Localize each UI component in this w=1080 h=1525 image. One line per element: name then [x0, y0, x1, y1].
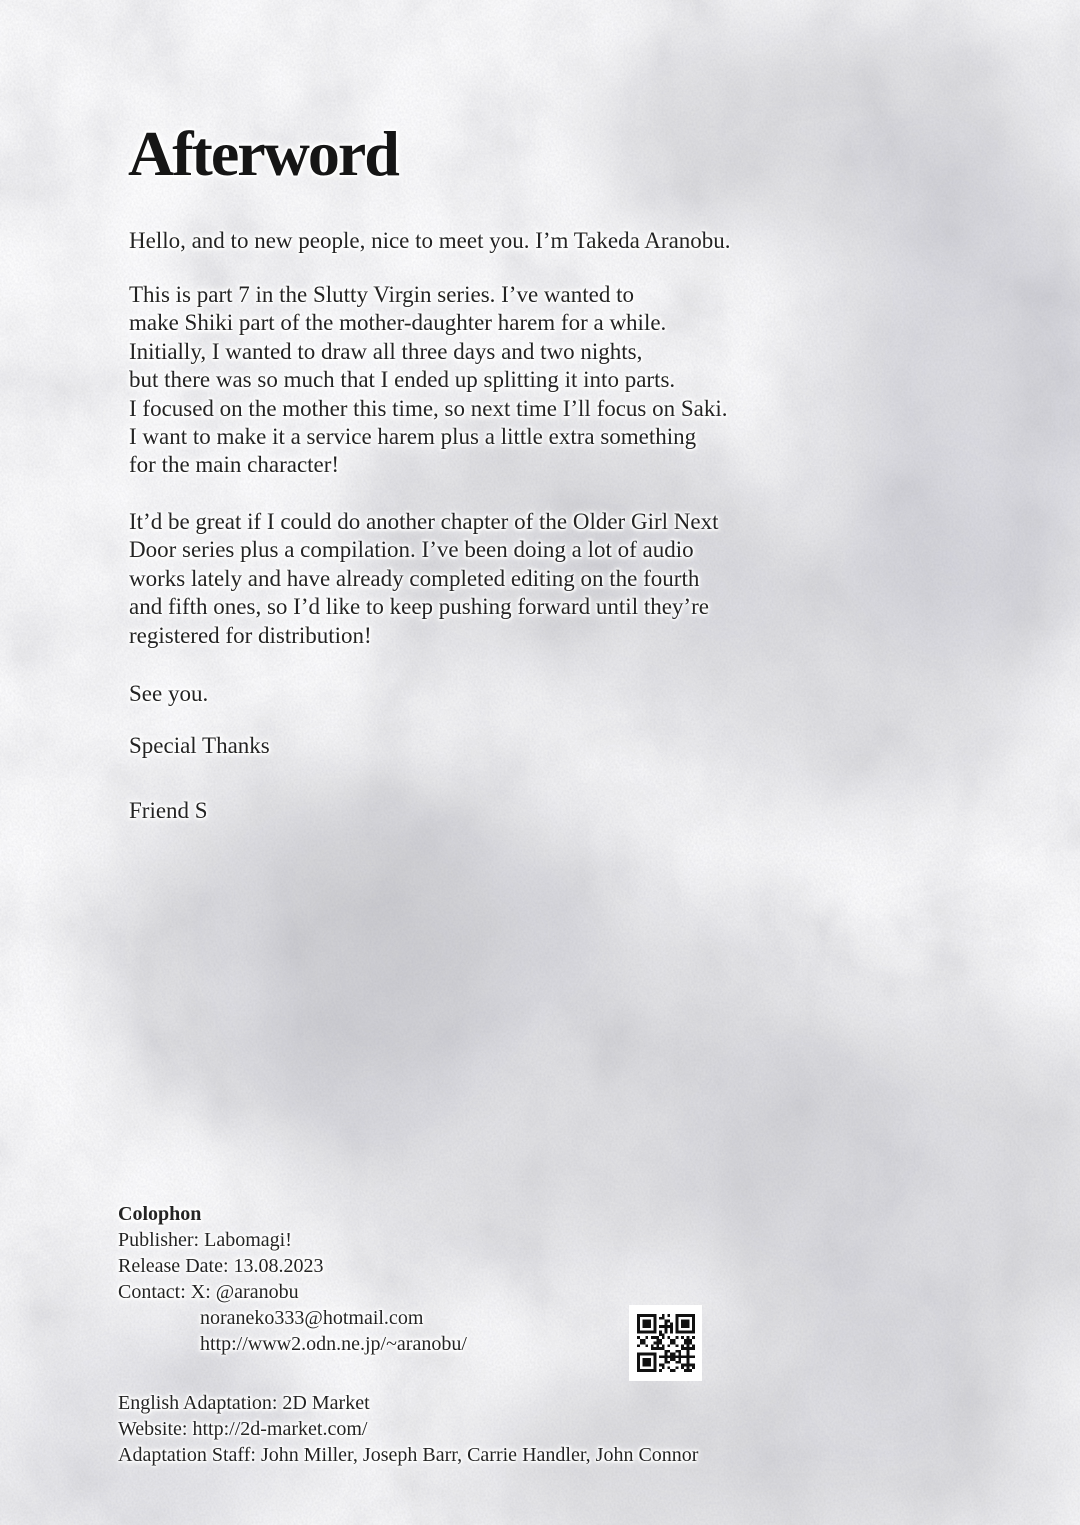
- adaptation-website: Website: http://2d-market.com/: [118, 1418, 368, 1440]
- text-line: but there was so much that I ended up splitting it into parts.: [129, 367, 676, 393]
- colophon-contact: Contact: X: @aranobu: [118, 1281, 299, 1303]
- text-line: Door series plus a compilation. I’ve been doing a lot of audio: [129, 537, 694, 563]
- paragraph-greeting: [129, 227, 731, 255]
- text-line: It’d be great if I could do another chapter of the Older Girl Next: [129, 509, 719, 534]
- colophon-release-date: Release Date: 13.08.2023: [118, 1255, 324, 1277]
- adaptation-credit: English Adaptation: 2D Market: [118, 1392, 370, 1414]
- text-line: Hello, and to new people, nice to meet you. I’m Takeda Aranobu.: [129, 228, 731, 253]
- text-line: for the main character!: [129, 452, 340, 478]
- text-line: make Shiki part of the mother-daughter harem for a while.: [129, 310, 667, 336]
- colophon-section: [118, 1201, 467, 1357]
- adaptation-section: [118, 1390, 698, 1468]
- text-line: I focused on the mother this time, so next time I’ll focus on Saki.: [129, 395, 728, 421]
- colophon-contact-website: http://www2.odn.ne.jp/~aranobu/: [200, 1333, 467, 1355]
- colophon-contact-email: noraneko333@hotmail.com: [200, 1307, 424, 1329]
- paragraph-future-plans: [129, 508, 718, 650]
- colophon-heading: Colophon: [118, 1203, 202, 1225]
- page-title: Afterword: [128, 118, 398, 189]
- text-line: Initially, I wanted to draw all three days and two nights,: [129, 338, 643, 364]
- adaptation-staff: Adaptation Staff: John Miller, Joseph Barr, Carrie Handler, John Connor: [118, 1444, 699, 1466]
- text-line: I want to make it a service harem plus a little extra something: [129, 424, 697, 450]
- text-line: works lately and have already completed editing on the fourth: [129, 565, 700, 591]
- text-line: and fifth ones, so I’d like to keep pushing forward until they’re: [129, 594, 709, 620]
- special-thanks-heading: Special Thanks: [129, 733, 270, 758]
- paragraph-series-notes: [129, 281, 728, 480]
- text-line: This is part 7 in the Slutty Virgin series. I’ve wanted to: [129, 282, 634, 307]
- special-thanks-name: Friend S: [129, 798, 208, 823]
- text-line: registered for distribution!: [129, 622, 372, 648]
- signoff-text: See you.: [129, 681, 209, 706]
- qr-code: [629, 1305, 702, 1381]
- colophon-publisher: Publisher: Labomagi!: [118, 1229, 292, 1251]
